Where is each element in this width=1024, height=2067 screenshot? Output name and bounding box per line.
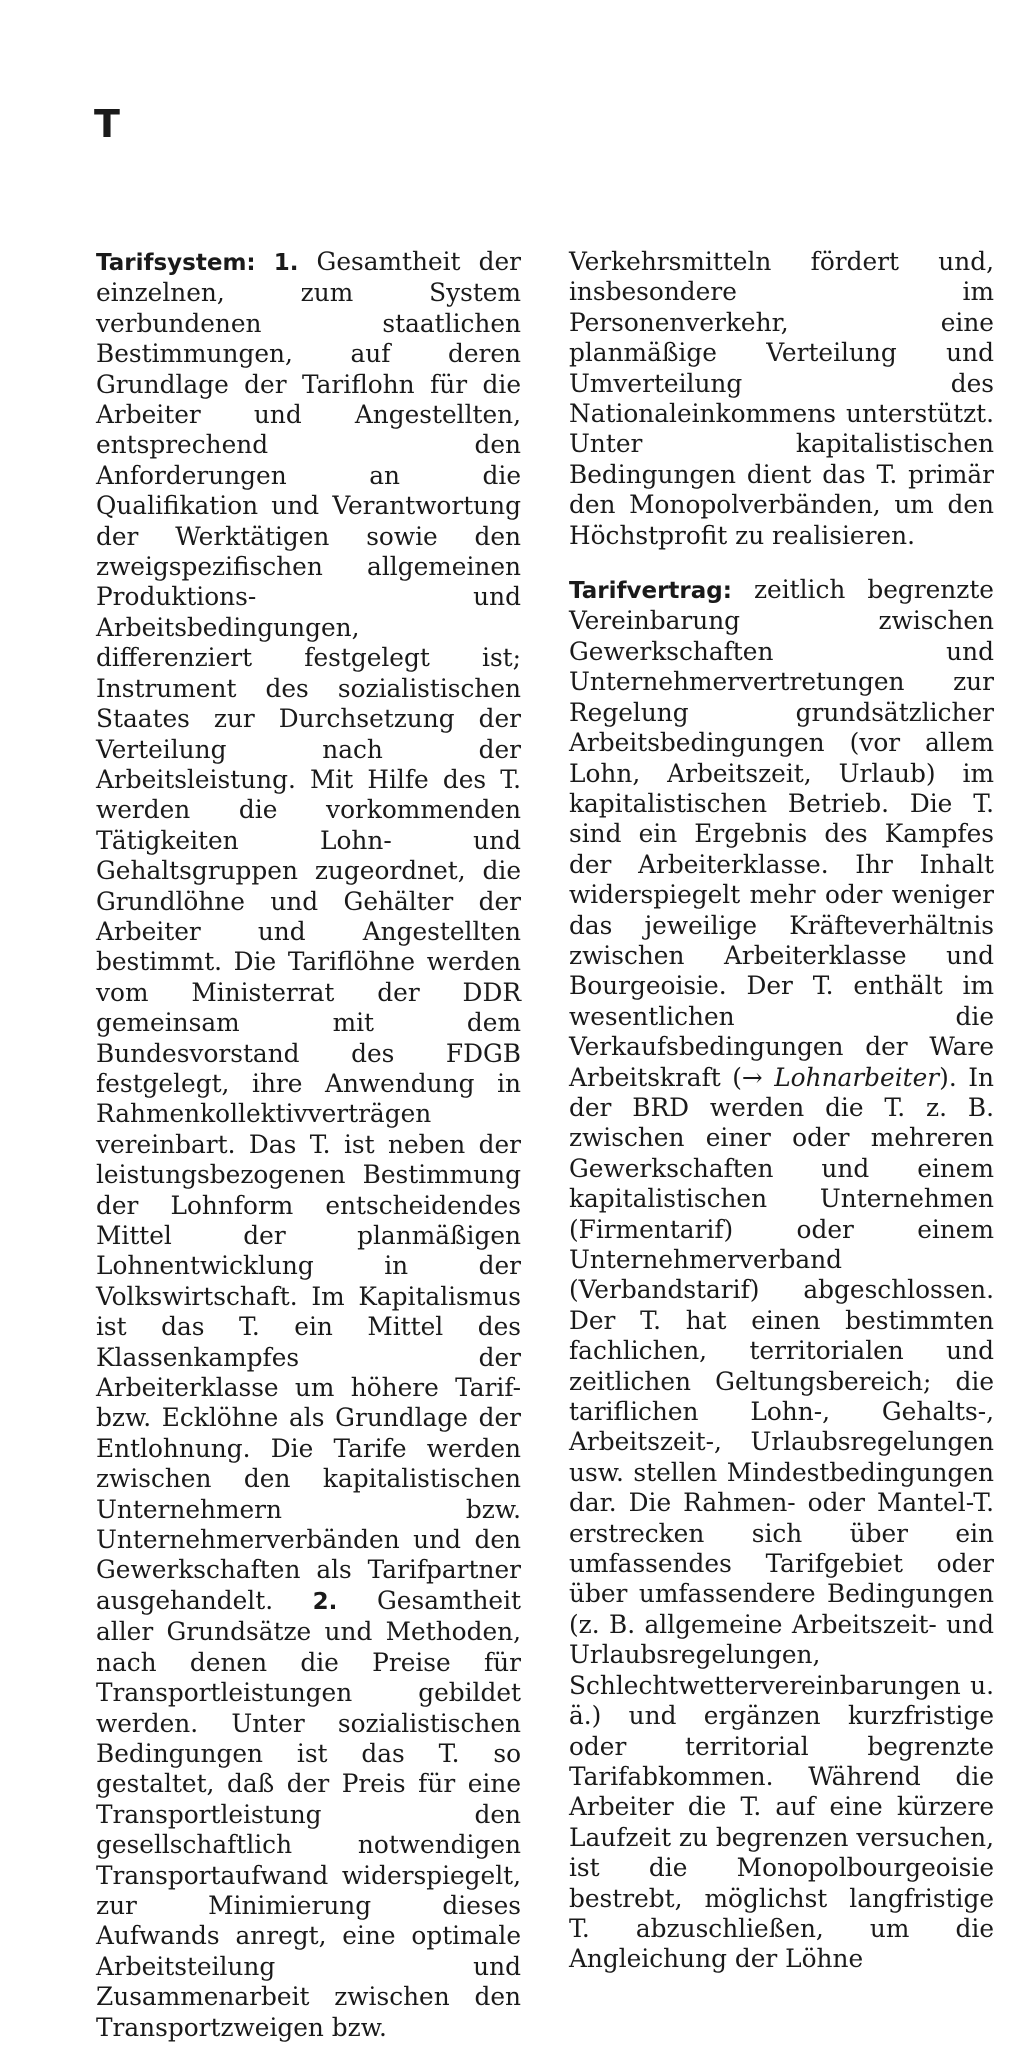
- sense-1-text: Gesamtheit der einzelnen, zum System verbundenen staatlichen Bestimmungen, auf deren Grundlage der Tariflohn für die Arbeiter und Angestellten, entsprechend den Anforderungen an die Qualifikation und Verantwortung der Werktätigen sowie den zweigspezifischen allgemeinen Produktions- und Arbeitsbedingungen, differenziert festgelegt ist; Instrument des sozialistischen Staates zur Durchsetzung der Verteilung nach der Arbeitsleistung. Mit Hilfe des T. werden die vorkommenden Tätigkeiten Lohn- und Gehaltsgruppen zugeordnet, die Grundlöhne und Gehälter der Arbeiter und Angestellten bestimmt. Die Tariflöhne werden vom Ministerrat der DDR gemeinsam mit dem Bundesvorstand des FDGB festgelegt, ihre Anwendung in Rahmenkollektivverträgen vereinbart. Das T. ist neben der leistungsbezogenen Bestimmung der Lohnform entscheidendes Mittel der planmäßigen Lohnentwicklung in der Volkswirtschaft. Im Kapitalismus ist das T. ein Mittel des Klassenkampfes der Arbeiterklasse um höhere Tarif- bzw. Ecklöhne als Grundlage der Entlohnung. Die Tarife werden zwischen den kapitalistischen Unternehmern bzw. Unternehmerverbänden und den Gewerkschaften als Tarifpartner ausgehandelt.: [96, 247, 521, 1615]
- right-column: [569, 247, 994, 1999]
- tarifvertrag-text-part1: zeitlich begrenzte Vereinbarung zwischen Gewerkschaften und Unternehmervertretungen zur Regelung grundsätzlicher Arbeitsbedingungen (vor allem Lohn, Arbeitszeit, Urlaub) im kapitalistischen Betrieb. Die T. sind ein Ergebnis des Kampfes der Arbeiterklasse. Ihr Inhalt widerspiegelt mehr oder weniger das jeweilige Kräfteverhältnis zwischen Arbeiterklasse und Bourgeoisie. Der T. enthält im wesentlichen die Verkaufsbedingungen der Ware Arbeitskraft (: [569, 575, 994, 1092]
- tarifvertrag-text-part2: ). In der BRD werden die T. z. B. zwischen einer oder mehreren Gewerkschaften und einem kapitalistischen Unternehmen (Firmentarif) oder einem Unternehmerverband (Verbandstarif) abgeschlossen. Der T. hat einen bestimmten fachlichen, territorialen und zeitlichen Geltungsbereich; die tariflichen Lohn-, Gehalts-, Arbeitszeit-, Urlaubsregelungen usw. stellen Mindestbedingungen dar. Die Rahmen- oder Mantel-T. erstrecken sich über ein umfassendes Tarifgebiet oder über umfassendere Bedingungen (z. B. allgemeine Arbeitszeit- und Urlaubsregelungen, Schlechtwettervereinbarungen u. ä.) und ergänzen kurzfristige oder territorial begrenzte Tarifabkommen. Während die Arbeiter die T. auf eine kürzere Laufzeit zu begrenzen versuchen, ist die Monopolbourgeoisie bestrebt, möglichst langfristige T. abzuschließen, um die Angleichung der Löhne: [569, 1062, 994, 1974]
- headword-tarifsystem: Tarifsystem:: [96, 250, 256, 276]
- sense-number-1: 1.: [273, 250, 299, 276]
- left-column: [96, 247, 521, 2067]
- entry-tarifsystem-continuation: [569, 247, 994, 551]
- continuation-text: Verkehrsmitteln fördert und, insbesondere im Personenverkehr, eine planmäßige Verteilung und Umverteilung des Nationaleinkommens unterstützt. Unter kapitalistischen Bedingungen dient das T. primär den Monopolverbänden, um den Höchstprofit zu realisieren.: [569, 247, 994, 550]
- section-letter: T: [94, 102, 120, 146]
- sense-2-text: Gesamtheit aller Grundsätze und Methoden, nach denen die Preise für Transportleistungen gebildet werden. Unter sozialistischen Bedingungen ist das T. so gestaltet, daß der Preis für eine Transportleistung den gesellschaftlich notwendigen Transportaufwand widerspiegelt, zur Minimierung dieses Aufwands anregt, eine optimale Arbeitsteilung und Zusammenarbeit zwischen den Transportzweigen bzw.: [96, 1585, 521, 2042]
- sense-number-2: 2.: [312, 1588, 338, 1615]
- entry-tarifsystem: [96, 247, 521, 2043]
- entry-tarifvertrag: [569, 575, 994, 1975]
- cross-reference-lohnarbeiter: → Lohnarbeiter: [741, 1062, 940, 1092]
- headword-tarifvertrag: Tarifvertrag:: [569, 578, 732, 605]
